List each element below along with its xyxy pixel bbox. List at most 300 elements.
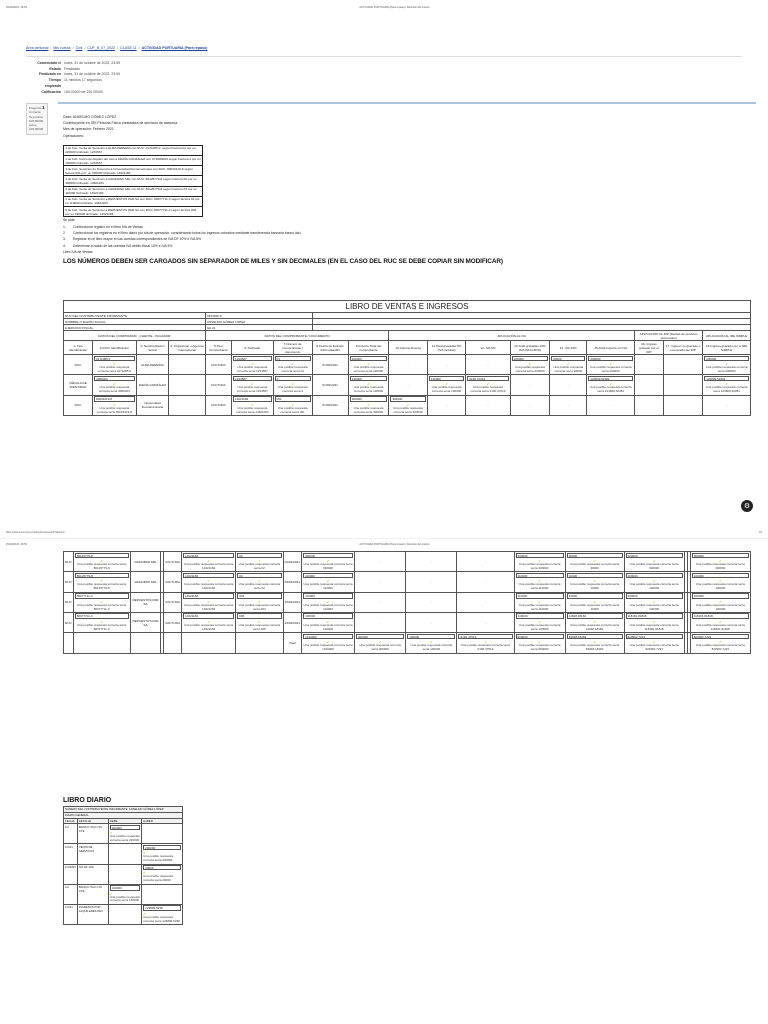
check-icon: ✔ <box>609 382 612 387</box>
blank <box>64 633 74 653</box>
exempt-amount-empty: - <box>379 620 381 625</box>
check-icon: ✔ <box>113 402 116 407</box>
ire-simple-empty: - <box>726 403 728 408</box>
check-icon: ✔ <box>567 362 570 366</box>
timbrado-input[interactable]: 14621184 <box>183 573 234 579</box>
attempt-summary <box>26 60 756 95</box>
ruc-input[interactable]: 0171085 0 <box>94 356 135 362</box>
taxed-5-cell <box>427 375 466 395</box>
ire-simple-input[interactable]: 300000 <box>692 553 749 559</box>
credit-cell <box>142 844 183 864</box>
check-icon: ✔ <box>538 640 541 645</box>
check-icon: ✔ <box>652 640 656 645</box>
iva-10-empty: - <box>567 403 569 408</box>
summary-row: Finalizado en lunes, 31 de octubre de 2022, 23:59 <box>38 72 121 77</box>
column-header: 12- IVA 5% <box>466 341 510 355</box>
check-icon: ✔ <box>291 402 294 407</box>
sum-total-answer: Una posible respuesta correcta sería 1310000 <box>303 643 353 652</box>
credit-input[interactable]: 20000 <box>143 865 181 871</box>
column-header: 18-Ingreso gravado por el IRE SIMPLE <box>703 341 751 355</box>
print-footer: https://www.ecuxi.org.ec/mod/quiz/review.php?attempt=… 1/3 <box>6 531 762 534</box>
summary-row: Calificación 100,00000 de 100,00000 <box>41 89 103 94</box>
check-icon: ✔ <box>725 362 728 366</box>
total-amount-answer: Una posible respuesta correcta sería 130000 <box>353 385 384 394</box>
timbrado-cell <box>232 395 274 415</box>
ruc-input[interactable]: 80077711-3 <box>75 613 129 619</box>
voucher-number-answer: Una posible respuesta correcta sería 005 <box>238 622 281 631</box>
credit-input[interactable]: 123809,5238 <box>143 905 181 911</box>
exempt-amount-cell <box>354 552 405 572</box>
total-without-iva-cell <box>587 395 635 415</box>
total-amount-input[interactable]: 110000 <box>303 573 353 579</box>
print-header <box>6 6 762 9</box>
breadcrumb: Área personal / Mis cursos / Civil / CUF_B_07_2022 / CLASE 11 / ACTIVIDAD PORTUARIA (Para repaso) <box>26 46 208 50</box>
check-icon: ✔ <box>652 599 656 604</box>
journal-column-header: DETALLE <box>77 818 108 824</box>
sum-iva-5-answer: Una posible respuesta correcta sería 6190,47619 <box>460 643 510 652</box>
total-without-iva-answer: Una posible respuesta correcta sería 100000 <box>629 602 679 611</box>
check-icon: ✔ <box>593 619 596 624</box>
taxed-10-answer: Una posible respuesta correcta sería 220000 <box>514 365 545 373</box>
voucher-number-cell <box>236 612 283 632</box>
taxed-10-input[interactable]: 130000 <box>516 613 564 619</box>
section-voucher: DATOS DEL COMPROBANTE / DOCUMENTO <box>205 331 389 341</box>
sum-iva-10-input[interactable]: 81818,18182 <box>567 634 623 640</box>
table-row <box>64 572 751 592</box>
irp-cell <box>635 395 664 415</box>
journal-row <box>64 904 183 924</box>
ruc-cell <box>73 592 130 612</box>
check-icon: ✔ <box>291 382 294 387</box>
check-icon: ✔ <box>538 579 541 584</box>
print-date: 25/10/2023, 18:53 <box>6 6 27 9</box>
taxed-10-cell <box>510 375 549 395</box>
section-irp: APLICACIÓN AL IRP (Rentas de servicios personales) <box>635 331 703 341</box>
operation-item: 4 de Feb. Venta de Servicios a REPUESTOS PAR SA con RUC: 80077711-3 según factura 04 por un 110000 timbrado: 14621184 <box>64 197 202 207</box>
timbrado-input[interactable]: 14621184 <box>183 553 234 559</box>
header-value: 3534026-9 <box>205 313 312 319</box>
check-icon: ✔ <box>207 599 210 604</box>
operation-item: 1 de Feb. Cobro de Alquiler del mes a MARÍA GONZÁLEZ con CI:4086023 según Factura 2 por un 130000 timbrado: 1234567 <box>65 156 201 165</box>
sum-ire-input[interactable]: 823962,7233 <box>692 634 749 640</box>
check-icon: ✔ <box>207 619 210 624</box>
taxed-5-empty: - <box>430 620 432 625</box>
ire-simple-answer: Una posible respuesta correcta sería 123809,52381 <box>705 385 748 394</box>
voucher-number-answer: Una posible respuesta correcta sería 004 <box>238 602 281 611</box>
voucher-type-cell: FACTURA <box>164 592 181 612</box>
taxed-5-empty: - <box>430 579 432 584</box>
totals-label: Total <box>283 633 301 653</box>
check-icon: ✔ <box>528 362 532 366</box>
totals-row <box>64 633 751 653</box>
check-icon: ✔ <box>719 599 722 604</box>
ruc-answer: Una posible respuesta correcta sería 80125779-8 <box>77 582 127 591</box>
debit-input[interactable]: 130000 <box>110 885 140 891</box>
ire-simple-cell <box>690 572 750 592</box>
debit-cell <box>108 864 141 884</box>
column-header: 4- Organismo o Agencia Internacional <box>169 341 206 355</box>
taxed-10-cell <box>514 572 565 592</box>
voucher-number-input[interactable]: 02 <box>237 553 281 559</box>
ire-simple-input[interactable]: 118181,81818 <box>692 613 749 619</box>
check-icon: ✔ <box>326 559 330 563</box>
breadcrumb-current[interactable]: ACTIVIDAD PORTUARIA (Para repaso) <box>141 46 208 50</box>
sum-taxed-5-cell <box>406 633 457 653</box>
total-amount-input[interactable]: 330000 <box>303 553 353 559</box>
taxed-5-answer: Una posible respuesta correcta sería 130000 <box>431 385 462 394</box>
iva-10-cell <box>550 395 587 415</box>
taxed-5-input[interactable]: 130000 <box>429 376 465 382</box>
total-amount-input[interactable]: 220000 <box>350 356 388 362</box>
iva-5-cell <box>457 592 514 612</box>
check-icon: ✔ <box>326 599 330 604</box>
check-icon: ✔ <box>378 640 382 645</box>
total-without-iva-input[interactable]: 100000 <box>626 593 683 599</box>
ruc-input[interactable]: 4086023 <box>94 376 135 382</box>
taxed-10-input[interactable]: 330000 <box>516 553 564 559</box>
column-header: 11-Total gravadas 5% (IVA incluido) <box>427 341 466 355</box>
timbrado-cell <box>181 552 235 572</box>
column-header: 1- Tipo Identificación <box>64 341 93 355</box>
iva-10-input[interactable]: 30000 <box>567 553 623 559</box>
journal-date: 1/2/2021 <box>64 864 78 884</box>
ire-simple-input[interactable]: 100000 <box>692 593 749 599</box>
taxed-10-input[interactable]: 110000 <box>516 593 564 599</box>
ire-simple-cell <box>690 552 750 572</box>
ire-simple-input[interactable]: 100000 <box>692 573 749 579</box>
taxed-5-cell <box>427 395 466 415</box>
voucher-number-answer: Una posible respuesta correcta sería 02 <box>238 562 281 570</box>
sum-total-input[interactable]: 1310000 <box>303 634 353 640</box>
iva-10-input[interactable]: 10000 <box>567 593 623 599</box>
breadcrumb-courses[interactable]: Mis cursos <box>53 46 71 50</box>
ire-simple-cell <box>690 592 750 612</box>
sum-iva-10-answer: Una posible respuesta correcta sería 81818,18182 <box>570 643 620 652</box>
voucher-number-input[interactable]: 004 <box>237 593 281 599</box>
iva-10-answer: Una posible respuesta correcta sería 10000 <box>570 582 620 591</box>
section-ire: APLICACIÓN AL IRE SIMPLE <box>703 331 751 341</box>
credit-answer: Una posible respuesta correcta sería 123809,5238 <box>143 914 180 923</box>
breadcrumb-course[interactable]: CUF_B_07_2022 <box>87 46 116 50</box>
table-row <box>64 395 751 415</box>
timbrado-input[interactable]: 14621184 <box>233 396 272 402</box>
total-without-iva-cell <box>587 355 635 375</box>
iva-10-cell <box>565 592 624 612</box>
column-header: 13-Total gravadas 10% (IVA INCLUIDO) <box>510 341 549 355</box>
journal-column-header: HABER <box>142 818 183 824</box>
date-cell: 01/02/2021 <box>312 375 348 395</box>
voucher-number-input[interactable]: 01 <box>275 356 311 362</box>
date-cell: 15/02/2021 <box>283 592 301 612</box>
ruc-answer: Una posible respuesta correcta sería 80034419-8 <box>96 405 132 414</box>
exempt-amount-cell <box>389 395 428 415</box>
taxed-5-cell <box>406 612 457 632</box>
iva-10-answer: Una posible respuesta correcta sería 20000 <box>553 365 584 373</box>
total-amount-input[interactable]: 110000 <box>303 593 353 599</box>
date-cell: 01/02/2021 <box>312 355 348 375</box>
column-header: 16- Ingreso gravado por el IRP <box>635 341 664 355</box>
column-header: 14- IVA 10% <box>550 341 587 355</box>
check-icon: ✔ <box>609 362 612 366</box>
irp-exempt-cell <box>663 395 702 415</box>
check-icon: ✔ <box>258 619 261 624</box>
summary-row: Comenzado el lunes, 31 de octubre de 2022, 23:59 <box>37 60 121 65</box>
debit-cell <box>108 844 141 864</box>
ruc-cell <box>93 355 137 375</box>
voucher-type-cell: FACTURA <box>164 552 181 572</box>
taxed-10-input[interactable]: 110000 <box>516 573 564 579</box>
ruc-cell <box>73 552 130 572</box>
total-amount-answer: Una posible respuesta correcta sería 300000 <box>353 405 384 414</box>
ire-simple-cell <box>690 612 750 632</box>
exempt-amount-empty: - <box>407 382 409 387</box>
id-type-cell: RUC <box>64 592 74 612</box>
exempt-amount-input[interactable]: 300000 <box>390 396 426 402</box>
timbrado-input[interactable]: 1234567 <box>233 356 272 362</box>
question-body <box>58 102 756 265</box>
date-cell: 23/02/2021 <box>283 612 301 632</box>
check-icon: ✔ <box>367 402 370 407</box>
operation-item: 5 de Feb. Venta de Servicios a REPUESTOS PAR SA con RUC: 80077711-3 según factura 005 por un 190000 timbrado: 14621184 <box>65 207 197 216</box>
voucher-number-answer: Una posible respuesta correcta sería 03 <box>238 582 281 591</box>
date-cell: 01/02/2021 <box>283 552 301 572</box>
debit-cell <box>108 824 141 844</box>
org-cell <box>169 395 206 415</box>
total-amount-cell <box>348 375 389 395</box>
check-icon: ✔ <box>143 851 146 856</box>
voucher-number-answer: Una posible respuesta correcta sería 2 <box>277 385 308 394</box>
check-icon: ✔ <box>143 911 146 916</box>
taxed-10-empty: - <box>529 382 531 387</box>
iva-10-answer: Una posible respuesta correcta sería 10000 <box>570 602 620 611</box>
taxed-10-answer: Una posible respuesta correcta sería 130000 <box>518 622 561 631</box>
check-icon: ✔ <box>326 619 330 624</box>
ire-simple-cell <box>703 375 751 395</box>
total-amount-input[interactable]: 300000 <box>350 396 388 402</box>
voucher-number-input[interactable]: 2 <box>275 376 311 382</box>
timbrado-cell <box>232 355 274 375</box>
ruc-input[interactable]: 80034419-8 <box>94 396 135 402</box>
check-icon: ✔ <box>100 579 103 584</box>
check-icon: ✔ <box>725 382 728 387</box>
taxed-5-cell <box>406 592 457 612</box>
total-without-iva-input[interactable]: 118181,81818 <box>626 613 683 619</box>
name-cell: GRAFIPAR SRL <box>130 572 161 592</box>
voucher-type-cell: FACTURA <box>164 572 181 592</box>
debit-cell <box>108 884 141 904</box>
total-without-iva-input[interactable]: 300000 <box>626 553 683 559</box>
sales-book-table-continued <box>63 551 751 654</box>
ruc-input[interactable]: 80125779-8 <box>75 573 129 579</box>
check-icon: ✔ <box>326 579 330 584</box>
org-cell <box>169 375 206 395</box>
check-icon: ✔ <box>406 402 410 407</box>
org-cell <box>169 355 206 375</box>
name-cell: ALMA PEREIRA <box>136 355 169 375</box>
breadcrumb-home[interactable]: Área personal <box>26 46 49 50</box>
timbrado-answer: Una posible respuesta correcta sería 14621184 <box>184 582 234 591</box>
iva-5-cell <box>466 375 510 395</box>
journal-date: 1/2/21 <box>64 844 78 864</box>
debit-answer: Una posible respuesta correcta sería 220000 <box>109 834 140 843</box>
irp-exempt-cell <box>663 375 702 395</box>
check-icon: ✔ <box>100 599 103 604</box>
check-icon: ✔ <box>719 559 722 563</box>
check-icon: ✔ <box>593 640 596 645</box>
iva-10-answer: Una posible respuesta correcta sería 30000 <box>570 562 620 570</box>
iva-10-cell <box>565 552 624 572</box>
taxed-10-input[interactable]: 220000 <box>512 356 548 362</box>
check-icon: ✔ <box>109 891 113 896</box>
sum-iva-5-input[interactable]: 6190,47619 <box>458 634 512 640</box>
ruc-cell <box>93 375 137 395</box>
breadcrumb-category[interactable]: Civil <box>75 46 83 50</box>
exempt-amount-cell <box>389 355 428 375</box>
column-header: 2-RUC/ Identificación <box>93 341 137 355</box>
table-row <box>64 375 751 395</box>
voucher-number-cell <box>236 572 283 592</box>
timbrado-input[interactable]: 14621184 <box>183 613 234 619</box>
check-icon: ✔ <box>430 640 433 645</box>
iva-5-cell <box>457 552 514 572</box>
blank <box>130 633 161 653</box>
scroll-nav-icon[interactable]: ⚙ <box>741 500 753 512</box>
ruc-answer: Una posible respuesta correcta sería 80077711-3 <box>77 602 127 611</box>
check-icon: ✔ <box>719 640 722 645</box>
iva-5-empty: - <box>484 600 486 605</box>
print-title: ACTIVIDAD PORTUARIA (Para repaso): Revisión del intento <box>359 6 430 9</box>
iva-10-input[interactable]: 11818,18182 <box>567 613 623 619</box>
debit-input[interactable]: 220000 <box>110 825 140 831</box>
iva-5-input[interactable]: 6190,47619 <box>467 376 508 382</box>
timbrado-cell <box>181 592 235 612</box>
sum-exempt-input[interactable]: 300000 <box>356 634 404 640</box>
total-without-iva-answer: Una posible respuesta correcta sería 100000 <box>629 582 679 591</box>
header-value: feb-21 <box>205 325 312 331</box>
journal-header: NÚMERO DEL CONTRIBUYENTE INFORMANTE: ANSELMO GÓMEZ LÓPEZ <box>64 807 183 813</box>
total-without-iva-cell <box>624 612 684 632</box>
journal-column-header: DEBE <box>108 818 141 824</box>
column-header: 9-Importe Total del comprobante <box>348 341 389 355</box>
total-amount-input[interactable]: 130000 <box>303 613 353 619</box>
check-icon: ✔ <box>113 362 116 366</box>
check-icon: ✔ <box>326 640 330 645</box>
check-icon: ✔ <box>538 559 541 563</box>
debit-answer: Una posible respuesta correcta sería 130000 <box>109 894 140 903</box>
total-without-iva-input[interactable]: 100000 <box>626 573 683 579</box>
total-amount-cell <box>302 572 355 592</box>
check-icon: ✔ <box>258 599 261 604</box>
taxed-5-empty: - <box>430 600 432 605</box>
check-icon: ✔ <box>486 382 490 387</box>
taxed-5-cell <box>406 552 457 572</box>
total-without-iva-input[interactable]: 123809,52381 <box>588 376 633 382</box>
operations-list <box>63 145 203 217</box>
taxed-10-cell <box>514 612 565 632</box>
exempt-amount-cell <box>354 612 405 632</box>
iva-5-empty: - <box>484 559 486 564</box>
voucher-number-input[interactable]: 001 <box>275 396 311 402</box>
sum-without-iva-input[interactable]: 823962,7233 <box>626 634 683 640</box>
iva-10-input[interactable]: 20000 <box>551 356 585 362</box>
check-icon: ✔ <box>100 559 103 563</box>
check-icon: ✔ <box>652 619 656 624</box>
ire-simple-input[interactable]: 200000 <box>704 356 749 362</box>
iva-10-cell <box>565 612 624 632</box>
header-value: ANSELMO GÓMEZ LÓPEZ <box>205 319 312 325</box>
blank <box>164 633 181 653</box>
journal-date: 1/2 <box>64 824 78 844</box>
check-icon: ✔ <box>593 559 596 563</box>
total-amount-input[interactable]: 130000 <box>350 376 388 382</box>
breadcrumb-section[interactable]: CLASE 11 <box>120 46 137 50</box>
voucher-type-cell: FACTURA <box>205 355 231 375</box>
total-without-iva-cell <box>624 552 684 572</box>
sum-taxed-5-answer: Una posible respuesta correcta sería 130000 <box>410 643 453 652</box>
timbrado-answer: Una posible respuesta correcta sería 1234567 <box>236 365 268 373</box>
total-amount-answer: Una posible respuesta correcta sería 330000 <box>303 562 353 570</box>
taxed-10-answer: Una posible respuesta correcta sería 110000 <box>518 602 561 611</box>
sum-total-cell <box>302 633 355 653</box>
check-icon: ✔ <box>484 640 487 645</box>
total-amount-cell <box>302 552 355 572</box>
taxed-10-answer: Una posible respuesta correcta sería 330000 <box>518 562 561 570</box>
voucher-number-input[interactable]: 005 <box>237 613 281 619</box>
total-without-iva-answer: Una posible respuesta correcta sería 118181,81818 <box>629 622 679 631</box>
ruc-input[interactable]: 80125779-8 <box>75 553 129 559</box>
timbrado-cell <box>181 612 235 632</box>
timbrado-answer: Una posible respuesta correcta sería 14621184 <box>184 622 234 631</box>
journal-date: 1/2/21 <box>64 904 78 924</box>
journal-detail: IVA DF 10% <box>77 864 108 884</box>
taxed-10-cell <box>514 592 565 612</box>
exempt-amount-empty: - <box>407 362 409 367</box>
table-row <box>64 355 751 375</box>
table-row <box>64 592 751 612</box>
timbrado-cell <box>181 572 235 592</box>
credit-input[interactable]: 200000 <box>143 845 181 851</box>
sum-taxed-5-input[interactable]: 130000 <box>407 634 455 640</box>
total-without-iva-input[interactable]: 200000 <box>588 356 633 362</box>
iva-5-cell <box>466 355 510 375</box>
iva-10-input[interactable]: 10000 <box>567 573 623 579</box>
voucher-number-cell <box>273 395 312 415</box>
ruc-input[interactable]: 80077711-3 <box>75 593 129 599</box>
total-without-iva-answer: Una posible respuesta correcta sería 123809,52381 <box>589 385 632 394</box>
voucher-number-input[interactable]: 03 <box>237 573 281 579</box>
iva-5-empty: - <box>484 620 486 625</box>
check-icon: ✔ <box>367 362 370 366</box>
debit-cell <box>108 904 141 924</box>
ire-simple-input[interactable]: 123809,52381 <box>704 376 749 382</box>
column-header: 3- Nombre/Razón Social <box>136 341 169 355</box>
check-icon: ✔ <box>719 619 722 624</box>
credit-cell <box>142 884 183 904</box>
credit-cell <box>142 904 183 924</box>
total-amount-answer: Una posible respuesta correcta sería 110000 <box>303 602 353 611</box>
taxed-5-empty: - <box>430 559 432 564</box>
timbrado-answer: Una posible respuesta correcta sería 14621184 <box>184 562 234 570</box>
timbrado-input[interactable]: 1234567 <box>233 376 272 382</box>
exempt-amount-cell <box>389 375 428 395</box>
date-cell: 03/02/2021 <box>283 572 301 592</box>
column-header: 5-Tipo Comprobante <box>205 341 231 355</box>
timbrado-input[interactable]: 14621184 <box>183 593 234 599</box>
sum-taxed-10-input[interactable]: 900000 <box>516 634 564 640</box>
total-amount-cell <box>348 355 389 375</box>
column-header: 15-Total Importe sin IVA <box>587 341 635 355</box>
check-icon: ✔ <box>100 619 103 624</box>
